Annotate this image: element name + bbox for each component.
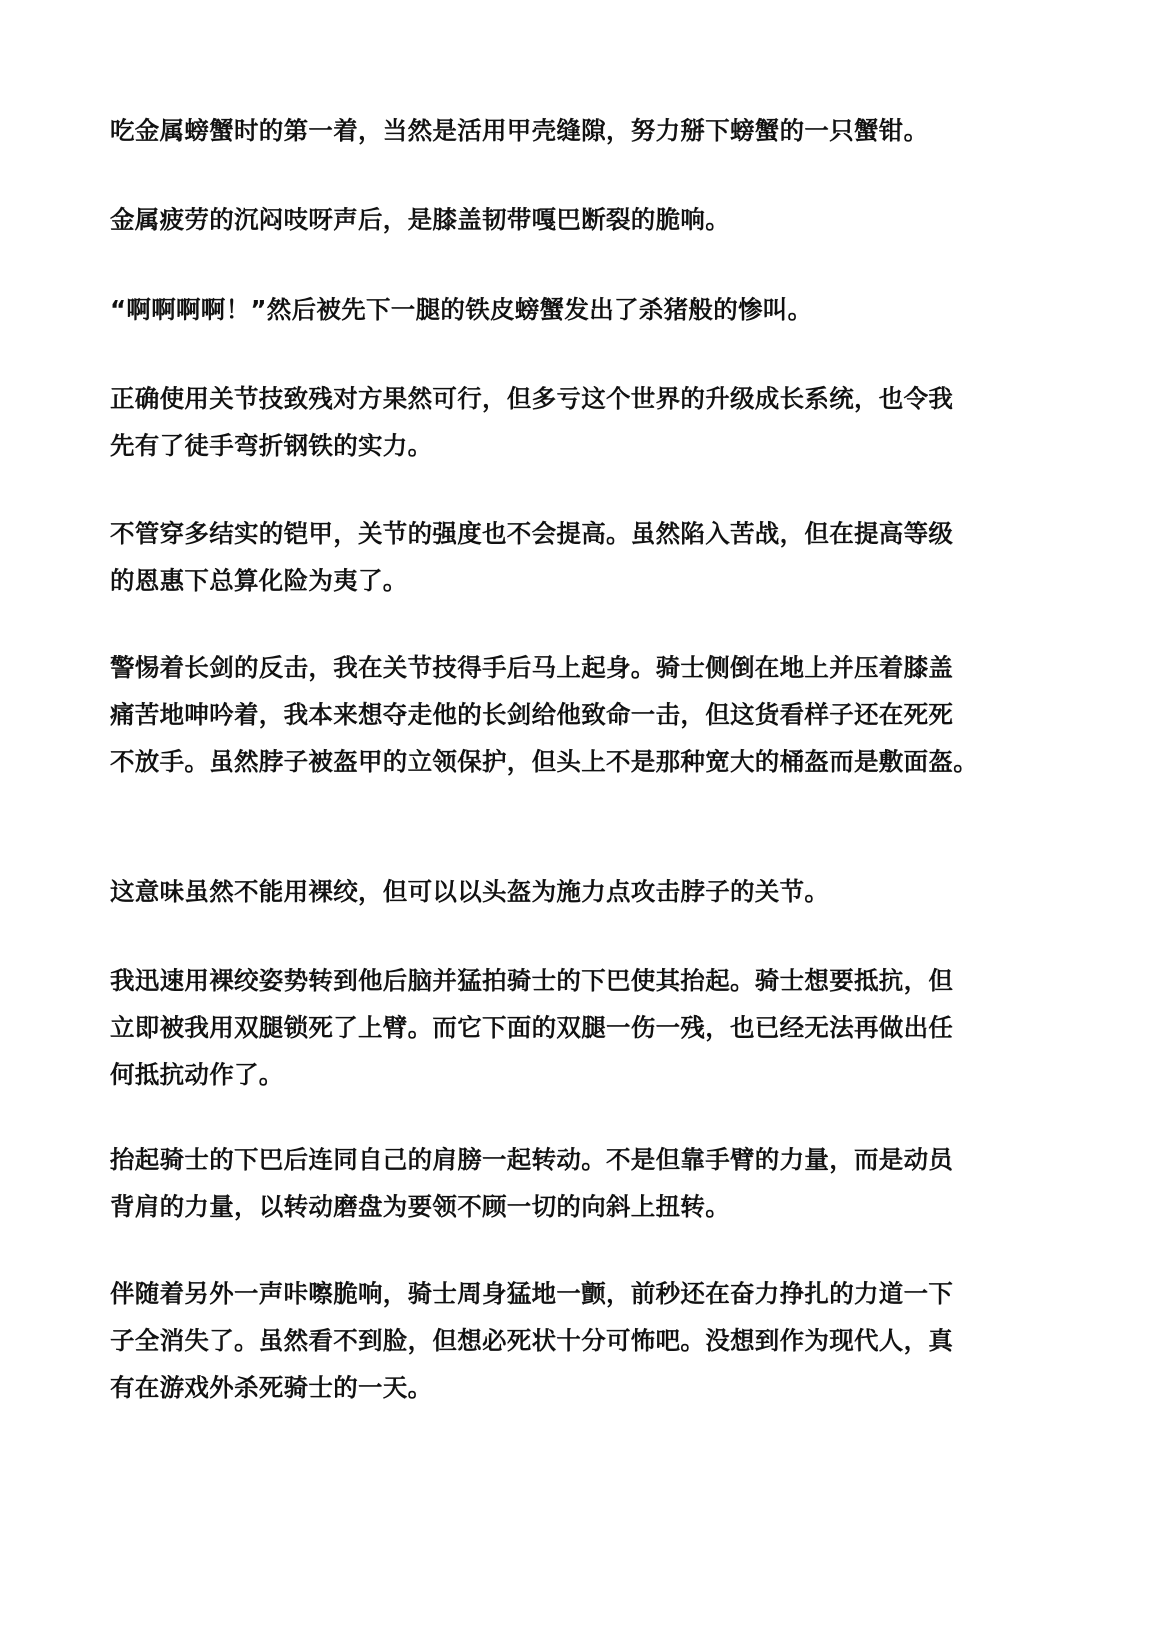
paragraph-line: “啊啊啊啊！”然后被先下一腿的铁皮螃蟹发出了杀猪般的惨叫。 xyxy=(110,295,813,324)
paragraph-7 xyxy=(110,868,1060,915)
paragraph-5 xyxy=(110,510,1060,604)
paragraph-line: 这意味虽然不能用裸绞，但可以以头盔为施力点攻击脖子的关节。 xyxy=(110,877,830,906)
paragraph-1 xyxy=(110,107,1060,154)
paragraph-line: 我迅速用裸绞姿势转到他后脑并猛拍骑士的下巴使其抬起。骑士想要抵抗，但 xyxy=(110,966,954,995)
paragraph-6 xyxy=(110,644,1060,785)
paragraph-10 xyxy=(110,1270,1060,1411)
paragraph-line: 有在游戏外杀死骑士的一天。 xyxy=(110,1373,433,1402)
paragraph-3 xyxy=(110,286,1060,333)
paragraph-9 xyxy=(110,1136,1060,1230)
paragraph-line: 的恩惠下总算化险为夷了。 xyxy=(110,566,408,595)
paragraph-line: 警惕着长剑的反击，我在关节技得手后马上起身。骑士侧倒在地上并压着膝盖 xyxy=(110,653,954,682)
paragraph-line: 不管穿多结实的铠甲，关节的强度也不会提高。虽然陷入苦战，但在提高等级 xyxy=(110,519,954,548)
paragraph-line: 正确使用关节技致残对方果然可行，但多亏这个世界的升级成长系统，也令我 xyxy=(110,384,954,413)
paragraph-line: 背肩的力量，以转动磨盘为要领不顾一切的向斜上扭转。 xyxy=(110,1192,730,1221)
paragraph-line: 立即被我用双腿锁死了上臂。而它下面的双腿一伤一残，也已经无法再做出任 xyxy=(110,1013,954,1042)
paragraph-line: 抬起骑士的下巴后连同自己的肩膀一起转动。不是但靠手臂的力量，而是动员 xyxy=(110,1145,954,1174)
paragraph-line: 痛苦地呻吟着，我本来想夺走他的长剑给他致命一击，但这货看样子还在死死 xyxy=(110,700,954,729)
paragraph-line: 吃金属螃蟹时的第一着，当然是活用甲壳缝隙，努力掰下螃蟹的一只蟹钳。 xyxy=(110,116,929,145)
paragraph-line: 金属疲劳的沉闷吱呀声后，是膝盖韧带嘎巴断裂的脆响。 xyxy=(110,205,730,234)
paragraph-2 xyxy=(110,196,1060,243)
paragraph-4 xyxy=(110,375,1060,469)
paragraph-line: 子全消失了。虽然看不到脸，但想必死状十分可怖吧。没想到作为现代人，真 xyxy=(110,1326,954,1355)
paragraph-8 xyxy=(110,957,1060,1098)
paragraph-line: 先有了徒手弯折钢铁的实力。 xyxy=(110,431,433,460)
paragraph-line: 伴随着另外一声咔嚓脆响，骑士周身猛地一颤，前秒还在奋力挣扎的力道一下 xyxy=(110,1279,954,1308)
paragraph-line: 不放手。虽然脖子被盔甲的立领保护，但头上不是那种宽大的桶盔而是敷面盔。 xyxy=(110,747,978,776)
paragraph-line: 何抵抗动作了。 xyxy=(110,1060,284,1089)
